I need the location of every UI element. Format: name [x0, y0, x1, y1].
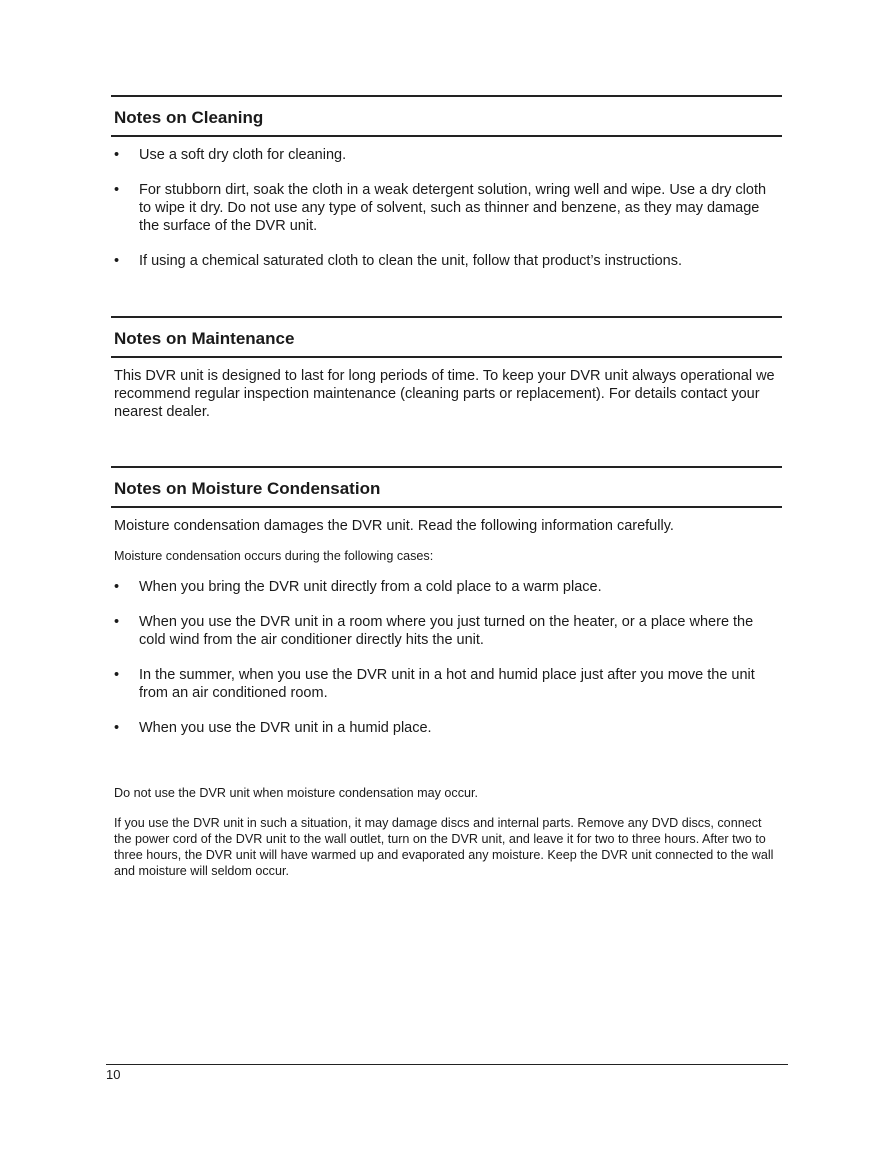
list-item [111, 578, 782, 596]
list-item-text: In the summer, when you use the DVR unit in a hot and humid place just after you move the unit from an air conditioned room. [139, 667, 755, 701]
cleaning-list [111, 146, 782, 270]
maintenance-paragraph: This DVR unit is designed to last for long periods of time. To keep your DVR unit always operational we recommend regular inspection maintenance (cleaning parts or replacement). For details contact your nearest dealer. [114, 368, 775, 420]
list-item [111, 613, 782, 649]
moisture-heading: Notes on Moisture Condensation [114, 479, 381, 498]
list-item-text: When you use the DVR unit in a humid place. [139, 720, 432, 736]
list-item-text: If using a chemical saturated cloth to clean the unit, follow that product’s instructions. [139, 253, 682, 269]
moisture-advice: If you use the DVR unit in such a situation, it may damage discs and internal parts. Remove any DVD discs, connect the power cord of the DVR unit to the wall outlet, turn on the DVR unit, and leave it for two to three hours. After two to three hours, the DVR unit will have warmed up and evaporated any moisture. Keep the DVR unit connected to the wall and moisture will seldom occur. [114, 816, 774, 878]
bullet-icon: • [114, 614, 120, 630]
moisture-section [111, 466, 782, 879]
bullet-icon: • [114, 579, 120, 595]
list-item [111, 719, 782, 737]
list-item [111, 181, 782, 235]
moisture-list [111, 578, 782, 737]
bullet-icon: • [114, 253, 120, 269]
list-item [111, 252, 782, 270]
cleaning-section [111, 95, 782, 270]
maintenance-bottom-rule [111, 356, 782, 358]
moisture-cases-intro: Moisture condensation occurs during the following cases: [114, 549, 434, 563]
moisture-warning: Do not use the DVR unit when moisture condensation may occur. [114, 786, 479, 800]
bullet-icon: • [114, 147, 120, 163]
list-item [111, 146, 782, 164]
list-item-text: When you use the DVR unit in a room where you just turned on the heater, or a place where the cold wind from the air conditioner directly hits the unit. [139, 614, 754, 648]
bullet-icon: • [114, 667, 120, 683]
maintenance-heading: Notes on Maintenance [114, 329, 295, 348]
list-item-text: When you bring the DVR unit directly from a cold place to a warm place. [139, 579, 602, 595]
list-item [111, 666, 782, 702]
maintenance-section [111, 316, 782, 421]
cleaning-bottom-rule [111, 135, 782, 137]
list-item-text: For stubborn dirt, soak the cloth in a weak detergent solution, wring well and wipe. Use a dry cloth to wipe it dry. Do not use any type of solvent, such as thinner and benzene, as they may damage the surface of the DVR unit. [139, 182, 767, 234]
bullet-icon: • [114, 720, 120, 736]
moisture-bottom-rule [111, 506, 782, 508]
list-item-text: Use a soft dry cloth for cleaning. [139, 147, 347, 163]
cleaning-heading: Notes on Cleaning [114, 108, 264, 127]
bullet-icon: • [114, 182, 120, 198]
moisture-intro: Moisture condensation damages the DVR unit. Read the following information carefully. [114, 518, 674, 534]
page-number: 10 [106, 1067, 121, 1082]
footer-rule [106, 1064, 788, 1065]
